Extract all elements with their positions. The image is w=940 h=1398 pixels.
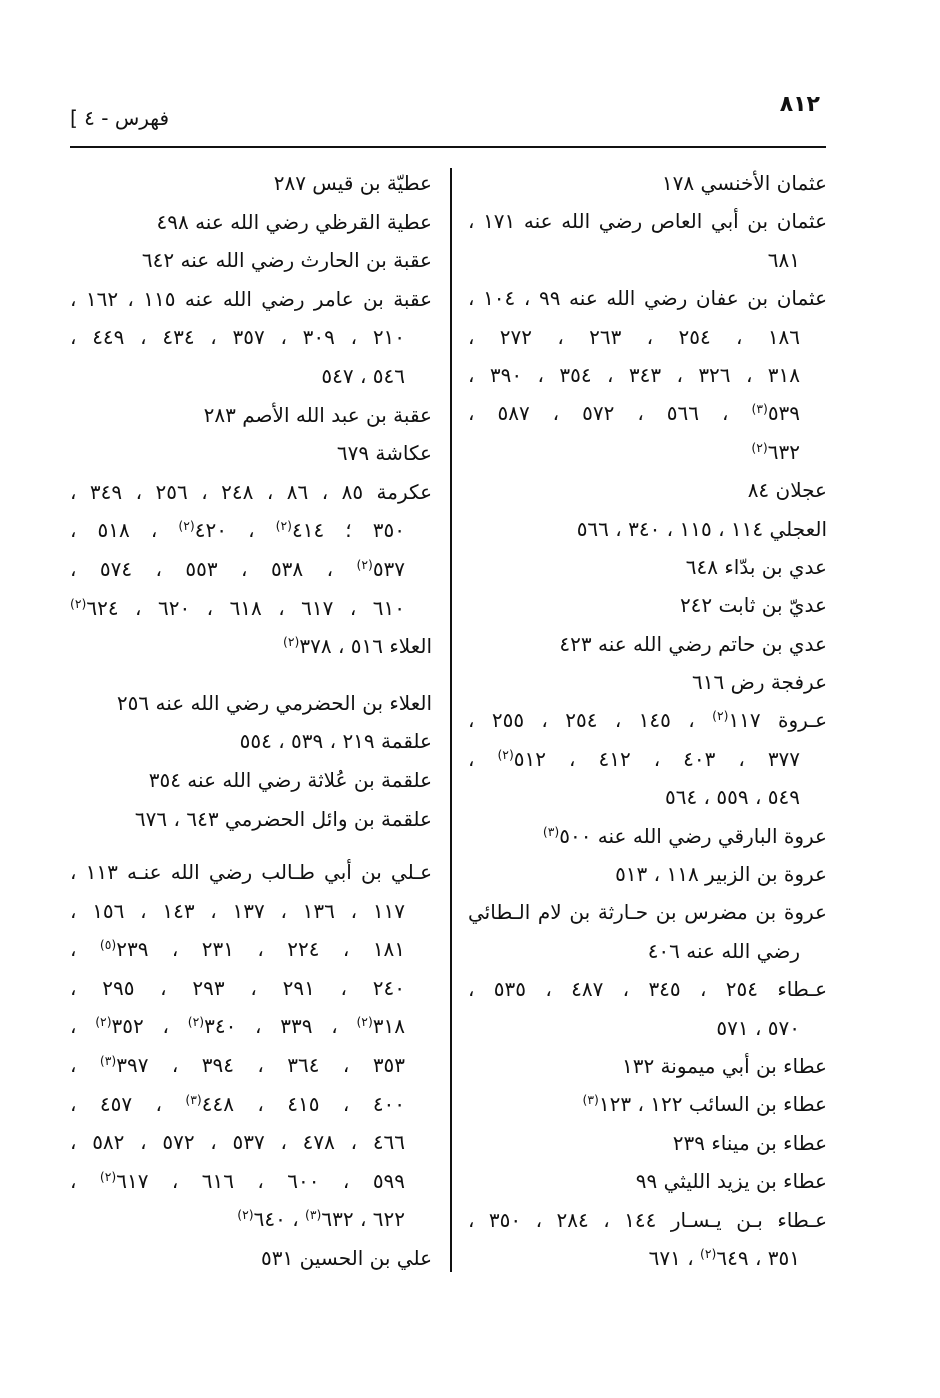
footnote-count: (٣) — [582, 1092, 599, 1108]
index-entry — [468, 1201, 827, 1278]
index-entry — [468, 548, 827, 586]
index-entry — [70, 800, 432, 839]
index-entry — [70, 627, 432, 666]
index-entry — [70, 473, 432, 627]
entry-continuation-line: ٣١٨$^{(٢)}$ ، ٣٣٩ ، ٣٤٠$^{(٢)}$ ، ٣٥٢$^{(٢)}$ ، — [70, 1014, 406, 1039]
footnote-count: (٢) — [497, 747, 514, 763]
index-entry — [70, 164, 432, 203]
entry-line: عـلي بن أبي طـالب رضي الله عنـه ١١٣ ، — [70, 860, 432, 885]
entry-line: عقبة بن عبد الله الأصم ٢٨٣ — [203, 402, 432, 427]
footnote-count: (٢) — [700, 1246, 717, 1262]
index-entry — [468, 164, 827, 202]
entry-continuation-line: ١١٧ ، ١٣٦ ، ١٣٧ ، ١٤٣ ، ١٥٦ ، — [70, 898, 406, 923]
index-entry — [70, 241, 432, 280]
entry-continuation-line: ٣٥٠ ؛ ٤١٤$^{(٢)}$ ، ٤٢٠$^{(٢)}$ ، ٥١٨ ، — [70, 518, 405, 543]
footnote-count: (٢) — [178, 518, 195, 534]
entry-continuation-line: ٢٤٠ ، ٢٩١ ، ٢٩٣ ، ٢٩٥ ، — [70, 975, 405, 1000]
index-entry — [70, 853, 432, 1239]
entry-line: عروة بن مضرس بن حـارثة بن لام الـطائي — [468, 900, 827, 925]
index-column-left — [70, 164, 432, 1278]
footnote-count: (٢) — [283, 634, 300, 650]
entry-continuation-line: ١٨٦ ، ٢٥٤ ، ٢٦٣ ، ٢٧٢ ، — [468, 324, 801, 349]
entry-line: عقبة بن عامر رضي الله عنه ١١٥ ، ١٦٢ ، — [70, 286, 433, 311]
index-entry — [70, 434, 432, 473]
entry-line: عكرمة ٨٥ ، ٨٦ ، ٢٤٨ ، ٢٥٦ ، ٣٤٩ ، — [70, 479, 433, 504]
index-entry — [468, 279, 827, 471]
footnote-count: (٣) — [305, 1207, 322, 1223]
entry-line: عطاء بن ميناء ٢٣٩ — [672, 1130, 827, 1155]
footnote-count: (٣) — [185, 1091, 202, 1107]
entry-line: علقمة ٢١٩ ، ٥٣٩ ، ٥٥٤ — [239, 729, 432, 754]
index-entry — [468, 893, 827, 970]
index-entry — [468, 1085, 827, 1123]
entry-continuation-line: ٦٢٢ ، ٦٣٢$^{(٣)}$ ، ٦٤٠$^{(٢)}$ — [237, 1207, 405, 1232]
index-entry — [468, 855, 827, 893]
entry-line: عجلان ٨٤ — [747, 478, 827, 503]
footnote-count: (٢) — [275, 518, 292, 534]
entry-continuation-line: ٥٣٧$^{(٢)}$ ، ٥٣٨ ، ٥٥٣ ، ٥٧٤ ، — [70, 556, 406, 581]
index-entry — [70, 1239, 432, 1278]
index-entry — [70, 722, 432, 761]
index-entry — [468, 970, 827, 1047]
footnote-count: (٢) — [70, 595, 87, 611]
entry-continuation-line: ١٨١ ، ٢٢٤ ، ٢٣١ ، ٢٣٩$^{(٥)}$ ، — [70, 937, 406, 962]
entry-line: العجلي ١١٤ ، ١١٥ ، ٣٤٠ ، ٥٦٦ — [576, 516, 827, 541]
index-entry — [468, 1124, 827, 1162]
entry-continuation-line: ٥٣٩$^{(٣)}$ ، ٥٦٦ ، ٥٧٢ ، ٥٨٧ ، — [468, 401, 801, 426]
footnote-count: (٢) — [99, 1169, 117, 1185]
entry-line: علي بن الحسين ٥٣١ — [261, 1246, 432, 1271]
entry-line: عديّ بن ثابت ٢٤٢ — [679, 593, 827, 618]
column-divider — [450, 168, 452, 1272]
entry-line: عروة بن الزبير ١١٨ ، ٥١٣ — [615, 862, 827, 887]
entry-line: عرفجة رض ٦١٦ — [692, 670, 827, 695]
entry-line: عقبة بن الحارث رضي الله عنه ٦٤٢ — [141, 248, 432, 273]
entry-line: عطاء بن أبي ميمونة ١٣٢ — [621, 1053, 827, 1078]
entry-continuation-line: ٥٤٦ ، ٥٤٧ — [321, 363, 405, 388]
entry-line: عثمان بن عفان رضي الله عنه ٩٩ ، ١٠٤ ، — [468, 286, 828, 311]
index-entry — [468, 510, 827, 548]
index-entry — [468, 625, 827, 663]
index-entry — [70, 280, 432, 396]
entry-continuation-line: ٥٧٠ ، ٥٧١ — [716, 1015, 800, 1040]
entry-line: علقمة بن عُلاثة رضي الله عنه ٣٥٤ — [148, 767, 432, 792]
entry-continuation-line: ٣٧٧ ، ٤٠٣ ، ٤١٢ ، ٥١٢$^{(٢)}$ ، — [468, 746, 801, 771]
footnote-count: (٣) — [542, 823, 560, 839]
index-entry — [70, 396, 432, 435]
index-entry — [468, 663, 827, 701]
entry-line: عثمان الأخنسي ١٧٨ — [661, 171, 827, 195]
entry-continuation-line: ٢١٠ ، ٣٠٩ ، ٣٥٧ ، ٤٣٤ ، ٤٤٩ ، — [70, 325, 406, 350]
entry-line: العلاء ٥١٦ ، ٣٧٨$^{(٢)}$ — [283, 634, 432, 659]
index-entry — [468, 471, 827, 509]
entry-continuation-line: ٤٦٦ ، ٤٧٨ ، ٥٣٧ ، ٥٧٢ ، ٥٨٢ ، — [70, 1130, 406, 1155]
footnote-count: (٢) — [187, 1014, 205, 1030]
footnote-count: (٢) — [751, 439, 768, 455]
entry-continuation-line: رضي الله عنه ٤٠٦ — [647, 938, 800, 963]
entry-line: عدي بن بدّاء ٦٤٨ — [685, 554, 827, 579]
index-entry — [468, 1162, 827, 1200]
footnote-count: (٢) — [356, 1014, 373, 1030]
entry-line: عـطاء ٢٥٤ ، ٣٤٥ ، ٤٨٧ ، ٥٣٥ ، — [468, 977, 828, 1002]
entry-continuation-line: ٦٨١ — [767, 247, 800, 272]
index-entry — [70, 761, 432, 800]
entry-line: عطاء بن يزيد الليثي ٩٩ — [635, 1169, 827, 1194]
footnote-count: (٢) — [712, 708, 729, 724]
index-entry — [468, 586, 827, 624]
entry-line: عدي بن حاتم رضي الله عنه ٤٢٣ — [559, 631, 827, 656]
index-entry — [468, 701, 827, 816]
entry-continuation-line: ٣١٨ ، ٣٢٦ ، ٣٤٣ ، ٣٥٤ ، ٣٩٠ ، — [468, 362, 801, 387]
index-entry — [468, 202, 827, 279]
entry-continuation-line: ٣٥٣ ، ٣٦٤ ، ٣٩٤ ، ٣٩٧$^{(٣)}$ ، — [70, 1053, 406, 1078]
running-head: فهرس - ٤ ] — [70, 106, 170, 130]
entry-continuation-line: ٦٣٢$^{(٢)}$ — [751, 439, 800, 464]
entry-line: علقمة بن وائل الحضرمي ٦٤٣ ، ٦٧٦ — [134, 806, 432, 831]
entry-line: عثمان بن أبي العاص رضي الله عنه ١٧١ ، — [468, 209, 827, 234]
entry-line: عكاشة ٦٧٩ — [336, 441, 432, 466]
entry-continuation-line: ٣٥١ ، ٦٤٩$^{(٢)}$ ، ٦٧١ — [648, 1245, 800, 1270]
footnote-count: (٣) — [99, 1053, 117, 1069]
footnote-count: (٢) — [95, 1014, 112, 1030]
entry-line: عطاء بن السائب ١٢٢ ، ١٢٣$^{(٣)}$ — [582, 1092, 827, 1117]
entry-line: عـطاء بـن يـسـار ١٤٤ ، ٢٨٤ ، ٣٥٠ ، — [468, 1207, 828, 1232]
entry-continuation-line: ٦١٠ ، ٦١٧ ، ٦١٨ ، ٦٢٠ ، ٦٢٤$^{(٢)}$ — [70, 595, 406, 620]
footnote-count: (٣) — [751, 401, 768, 417]
entry-line: العلاء بن الحضرمي رضي الله عنه ٢٥٦ — [116, 690, 432, 715]
index-entry — [70, 203, 432, 242]
index-entry — [468, 817, 827, 855]
entry-continuation-line: ٤٠٠ ، ٤١٥ ، ٤٤٨$^{(٣)}$ ، ٤٥٧ ، — [70, 1091, 406, 1116]
footnote-count: (٢) — [356, 557, 373, 573]
footnote-count: (٢) — [237, 1207, 254, 1223]
index-entry — [70, 684, 432, 723]
page-number: ٨١٢ — [779, 92, 820, 117]
index-entry — [468, 1047, 827, 1085]
index-column-right — [468, 164, 827, 1277]
entry-continuation-line: ٥٩٩ ، ٦٠٠ ، ٦١٦ ، ٦١٧$^{(٢)}$ ، — [70, 1168, 406, 1193]
entry-line: عروة البارقي رضي الله عنه ٥٠٠$^{(٣)}$ — [542, 823, 827, 848]
entry-line: عـروة ١١٧$^{(٢)}$ ، ١٤٥ ، ٢٥٤ ، ٢٥٥ ، — [468, 708, 828, 733]
entry-line: عطية القرظي رضي الله عنه ٤٩٨ — [156, 209, 432, 234]
entry-line: عطيّة بن قيس ٢٨٧ — [273, 171, 432, 195]
footnote-count: (٥) — [99, 937, 117, 953]
entry-continuation-line: ٥٤٩ ، ٥٥٩ ، ٥٦٤ — [664, 785, 800, 810]
header-rule — [70, 146, 826, 148]
